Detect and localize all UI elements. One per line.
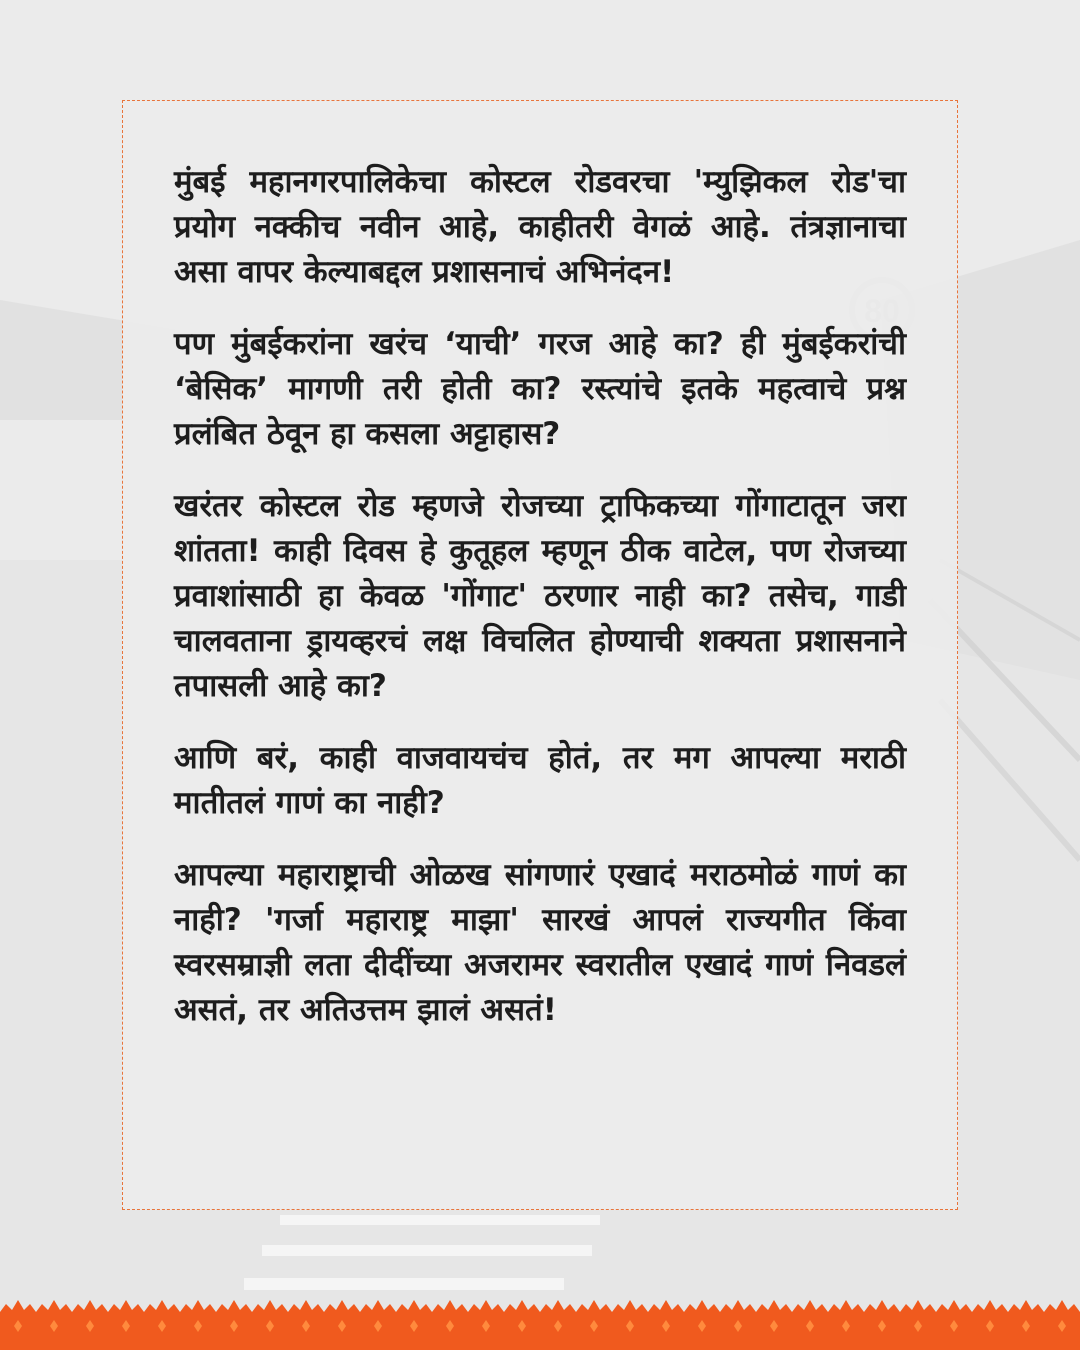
paragraph-2: पण मुंबईकरांना खरंच ‘याची’ गरज आहे का? ही मुंबईकरांची ‘बेसिक’ मागणी तरी होती का? रस्त्यांचे इतके महत्वाचे प्रश्न प्रलंबित ठेवून हा कसला अट्टाहास? bbox=[174, 326, 906, 452]
statement-text bbox=[174, 160, 906, 1060]
paragraph-5: आपल्या महाराष्ट्राची ओळख सांगणारं एखादं मराठमोळं गाणं का नाही? 'गर्जा महाराष्ट्र माझा' सारखं आपलं राज्यगीत किंवा स्वरसम्राज्ञी लता दीदींच्या अजरामर स्वरातील एखादं गाणं निवडलं असतं, तर अतिउत्तम झालं असतं! bbox=[174, 857, 906, 1028]
paragraph-4: आणि बरं, काही वाजवायचंच होतं, तर मग आपल्या मराठी मातीतलं गाणं का नाही? bbox=[174, 740, 906, 821]
paragraph-1: मुंबई महानगरपालिकेचा कोस्टल रोडवरचा 'म्युझिकल रोड'चा प्रयोग नक्कीच नवीन आहे, काहीतरी वेगळं आहे. तंत्रज्ञानाचा असा वापर केल्याबद्दल प्रशासनाचं अभिनंदन! bbox=[174, 164, 906, 290]
decorative-bottom-border bbox=[0, 1300, 1080, 1350]
paragraph-3: खरंतर कोस्टल रोड म्हणजे रोजच्या ट्राफिकच्या गोंगाटातून जरा शांतता! काही दिवस हे कुतूहल म्हणून ठीक वाटेल, पण रोजच्या प्रवाशांसाठी हा केवळ 'गोंगाट' ठरणार नाही का? तसेच, गाडी चालवताना ड्रायव्हरचं लक्ष विचलित होण्याची शक्यता प्रशासनाने तपासली आहे का? bbox=[174, 488, 906, 704]
